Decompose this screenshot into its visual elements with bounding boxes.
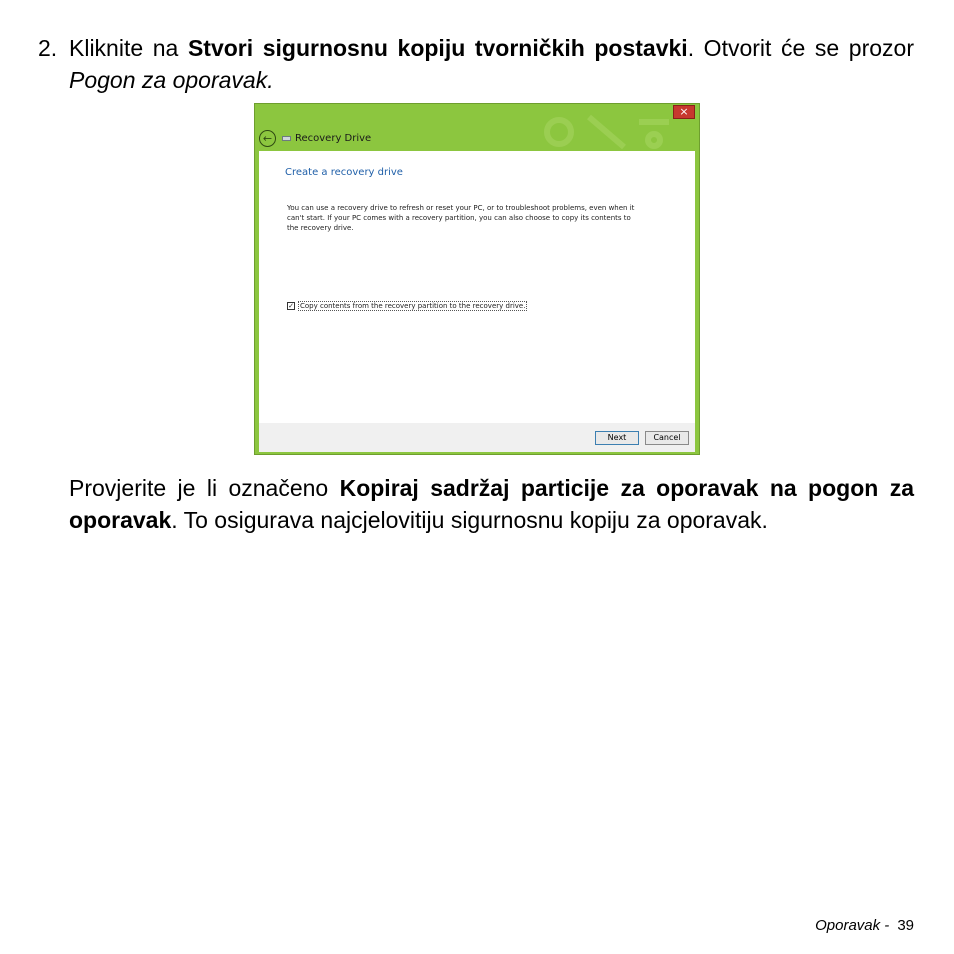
decorative-tools-watermark (529, 112, 679, 152)
verify-text-pre: Provjerite je li označeno (69, 475, 340, 501)
window-heading: Create a recovery drive (285, 167, 403, 178)
step-italic-window: Pogon za oporavak. (69, 67, 274, 93)
back-arrow-icon[interactable]: ← (259, 130, 276, 147)
page-number: 39 (897, 917, 914, 934)
window-description: You can use a recovery drive to refresh or reset your PC, or to troubleshoot problems, even when it can't start. If your PC comes with a recovery partition, you can also choose to copy its contents to the recovery drive. (287, 204, 635, 232)
step-number: 2. (38, 35, 58, 61)
step-text-mid: . Otvorit će se prozor (687, 35, 914, 61)
close-button[interactable]: × (673, 105, 695, 119)
copy-partition-label[interactable]: Copy contents from the recovery partition to the recovery drive. (300, 302, 526, 310)
recovery-drive-window (254, 103, 700, 455)
footer-section: Oporavak - (815, 917, 890, 934)
step-bold-action: Stvori sigurnosnu kopiju tvorničkih postavki (187, 35, 688, 61)
window-content (259, 151, 695, 423)
window-titlebar (259, 128, 371, 148)
step-instruction (69, 32, 914, 96)
verify-text-post: . To osigurava najcjelovitiju sigurnosnu kopiju za oporavak. (171, 507, 768, 533)
verification-paragraph (69, 472, 914, 536)
window-title: Recovery Drive (295, 132, 372, 144)
verify-bold-option: Kopiraj sadržaj particije za oporavak na pogon za oporavak (69, 475, 914, 533)
next-button[interactable]: Next (595, 431, 639, 445)
drive-icon (282, 136, 291, 141)
page-footer (815, 917, 914, 934)
copy-partition-option[interactable] (287, 301, 527, 311)
copy-partition-checkbox[interactable]: ✓ (288, 302, 294, 310)
step-text-pre: Kliknite na (69, 35, 188, 61)
window-button-bar (259, 423, 695, 452)
cancel-button[interactable]: Cancel (645, 431, 689, 445)
